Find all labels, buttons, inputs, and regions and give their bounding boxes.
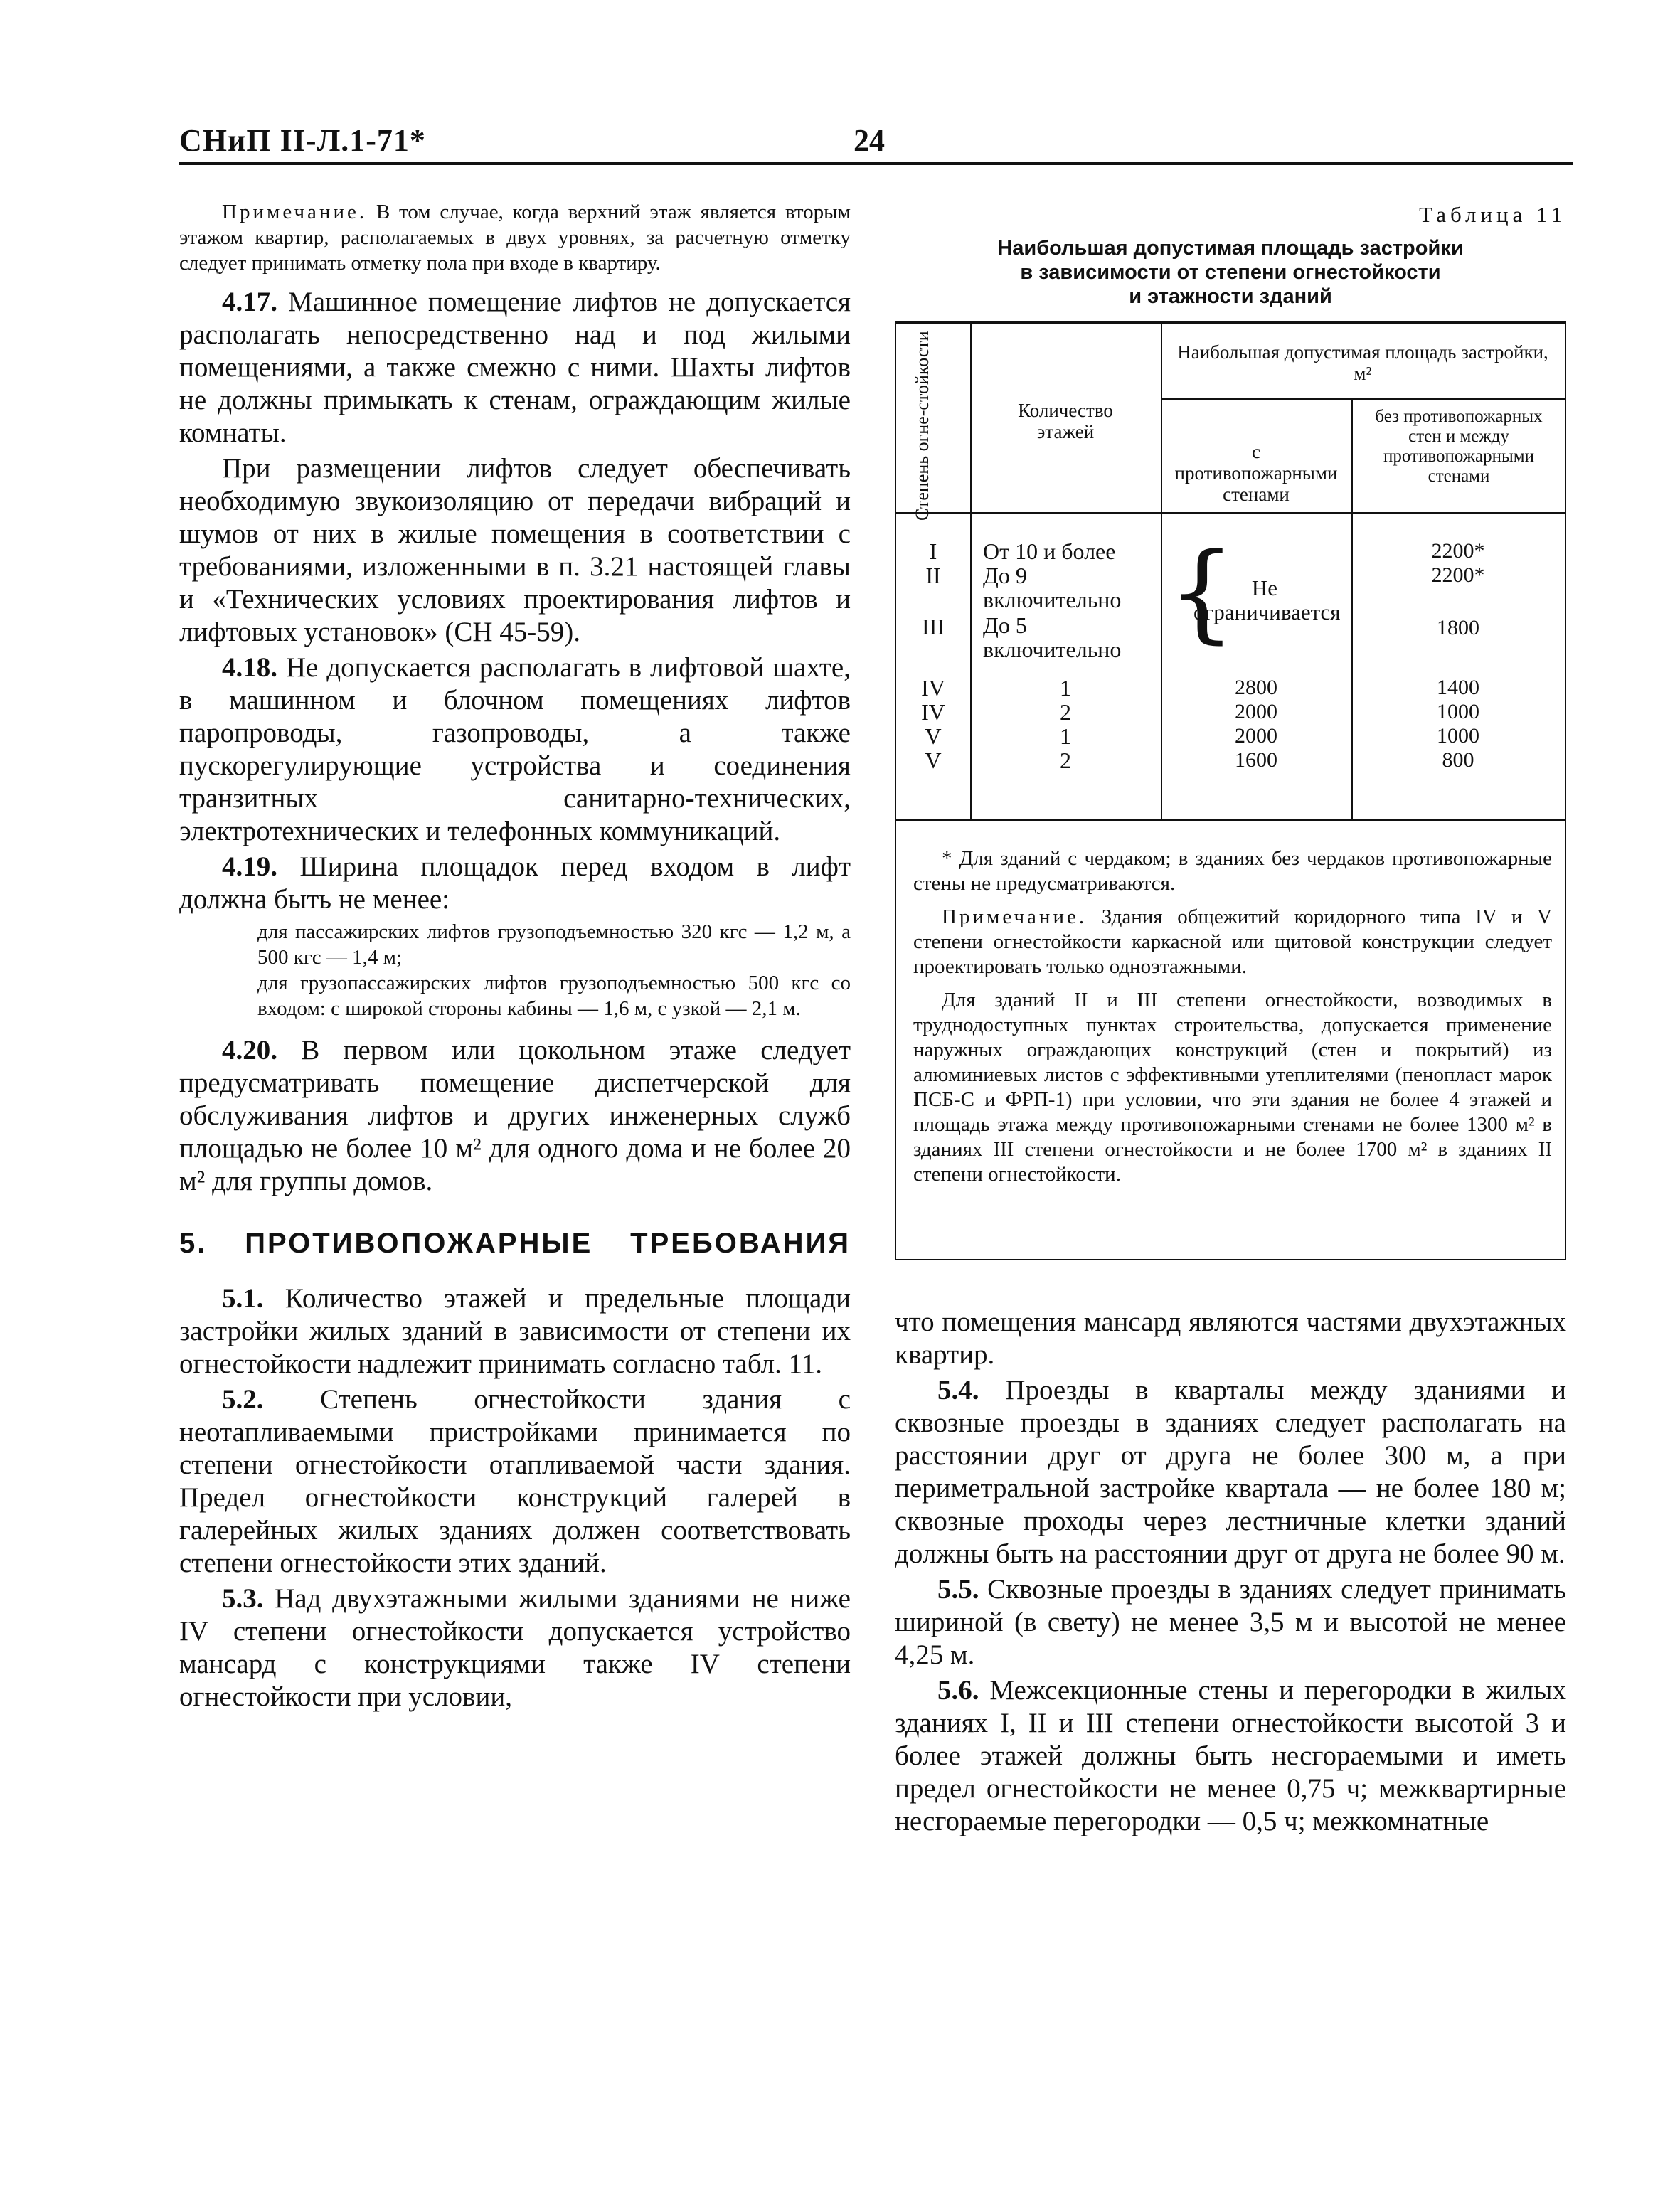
table-title-line: Наибольшая допустимая площадь застройки — [997, 237, 1464, 260]
degree-cell: III — [922, 614, 945, 639]
paragraph-text: Над двухэтажными жилыми зданиями не ниже IV степени огнестойкости допускается устройство мансард с конструкциями также IV степени огнестойкости при условии, — [179, 1583, 851, 1712]
brace-glyph: { — [1168, 531, 1236, 654]
paragraph-4-20 — [179, 1034, 851, 1198]
paragraph-text: Проезды в кварталы между зданиями и сквозные проезды в зданиях следует располагать на расстоянии друг от друга не более 300 м, а при периметральной застройке квартала — не более 180 м; сквозные проходы через лестничные клетки зданий должны быть на расстоянии друг от друга не более 90 м. — [895, 1375, 1566, 1569]
paragraph-4-17-cont: При размещении лифтов следует обеспечивать необходимую звукоизоляцию от передачи вибраций и шумов от них в жилые помещения в соответствии с требованиями, изложенными в п. 3.21 настоящей главы и «Технических условиях проектирования лифтов и лифтовых установок» (СН 45-59). — [179, 453, 851, 647]
paragraph-5-2 — [179, 1383, 851, 1580]
degree-cell: IV — [921, 675, 945, 701]
without-walls-cell: 1800 — [1437, 616, 1479, 639]
section-title: 5. ПРОТИВОПОЖАРНЫЕ ТРЕБОВАНИЯ — [179, 1228, 851, 1259]
header-rule — [179, 162, 1573, 165]
table-note-2: Для зданий II и III степени огнестойкости, возводимых в труднодоступных пунктах строительства, допускается применение наружных ограждающих конструкций (стен и покрытий) из алюминиевых листов с эффективными утеплителями (пенопласт марок ПСБ-С и ФРП-1) при условии, что эти здания не более 4 этажей и площадь этажа между противопожарными стенами не более 1300 м² в зданиях III степени огнестойкости и не более 1700 м² в зданиях II степени огнестойкости. — [913, 989, 1552, 1186]
paragraph-5-4 — [895, 1374, 1566, 1570]
paragraph-number: 5.4. — [937, 1375, 979, 1405]
paragraph-5-6 — [895, 1674, 1566, 1838]
table-title — [895, 236, 1566, 309]
floors-cell: До 5 включительно — [983, 612, 1122, 662]
paragraph-text: Не допускается располагать в лифтовой шахте, в машинном и блочном помещениях лифтов паропроводы, газопроводы, а также пускорегулирующие устройства и соединения транзитных санитарно-технических, электротехнических и телефонных коммуникаций. — [179, 652, 851, 846]
with-walls-cell: 2000 — [1235, 700, 1277, 723]
floors-cell: 1 — [1060, 675, 1071, 701]
paragraph-number: 4.20. — [222, 1035, 277, 1065]
degree-cell: IV — [921, 699, 945, 725]
col-header-without-walls: без противопожарных стен и между противопожарными стенами — [1375, 407, 1543, 486]
floors-cell: 2 — [1060, 748, 1071, 773]
without-walls-cell: 2200* — [1431, 563, 1485, 587]
floors-cell: До 9 включительно — [983, 563, 1122, 612]
note-text: В том случае, когда верхний этаж является вторым этажом квартир, располагаемых в двух уровнях, за расчетную отметку следует принимать отметку пола при входе в квартиру. — [179, 201, 851, 275]
degree-cell: II — [925, 563, 941, 588]
col-header-floors: Количество этажей — [1018, 400, 1113, 442]
page-header — [179, 122, 1573, 165]
paragraph-5-3 — [179, 1583, 851, 1713]
paragraph-number: 4.18. — [222, 652, 277, 683]
degree-cell: V — [925, 748, 942, 773]
paragraph-number: 5.6. — [937, 1675, 979, 1706]
document-code: СНиП II-Л.1-71* — [179, 123, 426, 158]
paragraph-text: В первом или цокольном этаже следует предусматривать помещение диспетчерской для обслуживания лифтов и других инженерных служб площадью не более 10 м² для одного дома и не более 20 м² для группы домов. — [179, 1035, 851, 1196]
degree-cell: V — [925, 723, 942, 749]
note-text: Здания общежитий коридорного типа IV и V степени огнестойкости каркасной или щитовой конструкции следует проектировать только одноэтажными. — [913, 905, 1552, 978]
col-header-area: Наибольшая допустимая площадь застройки, м² — [1177, 341, 1548, 384]
col-header-degree: Степень огне-стойкости — [912, 331, 932, 521]
note-paragraph — [179, 199, 851, 276]
table-notes — [913, 846, 1552, 1196]
col-header-with-walls: с противопожарными стенами — [1174, 441, 1338, 505]
paragraph-text: Машинное помещение лифтов не допускается располагать непосредственно над и под жилыми помещениями, а также смежно с ними. Шахты лифтов не должны примыкать к стенам, ограждающим жилые комнаты. — [179, 287, 851, 448]
paragraph-text: Сквозные проезды в зданиях следует принимать шириной (в свету) не менее 3,5 м и высотой не менее 4,25 м. — [895, 1574, 1566, 1670]
without-walls-cell: 1000 — [1437, 700, 1479, 723]
paragraph-4-19 — [179, 851, 851, 916]
paragraph-text: Ширина площадок перед входом в лифт должна быть не менее: — [179, 851, 851, 915]
paragraph-number: 4.19. — [222, 851, 277, 882]
table-divider — [896, 819, 1565, 821]
note-label: Примечание. — [942, 905, 1088, 928]
table-title-line: в зависимости от степени огнестойкости — [1020, 261, 1441, 284]
without-walls-cell: 800 — [1442, 748, 1474, 772]
with-walls-cell: 2000 — [1235, 724, 1277, 748]
list-item: для грузопассажирских лифтов грузоподъемностью 500 кгс со входом: с широкой стороны кабины — 1,6 м, с узкой — 2,1 м. — [257, 972, 851, 1020]
unlimited-cell: Не ограничивается — [1193, 575, 1341, 624]
left-column — [179, 199, 851, 1716]
without-walls-cell: 1000 — [1437, 724, 1479, 748]
floors-cell: 1 — [1060, 723, 1071, 749]
paragraph-5-1 — [179, 1282, 851, 1381]
paragraph-text: Степень огнестойкости здания с неотапливаемыми пристройками принимается по степени огнестойкости отапливаемой части здания. Предел огнестойкости конструкций галерей в галерейных жилых зданиях должен соответствовать степени огнестойкости этих зданий. — [179, 1384, 851, 1578]
table-note — [913, 905, 1552, 979]
paragraph-text: Количество этажей и предельные площади застройки жилых зданий в зависимости от степени их огнестойкости надлежит принимать согласно табл. 11. — [179, 1283, 851, 1379]
paragraph-number: 5.1. — [222, 1283, 264, 1314]
without-walls-cell: 1400 — [1437, 676, 1479, 699]
table-title-line: и этажности зданий — [1129, 285, 1332, 308]
note-label: Примечание. — [222, 201, 368, 223]
table-divider — [896, 512, 1565, 514]
table-label: Таблица 11 — [1419, 202, 1566, 227]
paragraph-4-17 — [179, 286, 851, 450]
paragraph-5-5 — [895, 1573, 1566, 1671]
with-walls-cell: 2800 — [1235, 676, 1277, 699]
right-column — [895, 1306, 1566, 1841]
table-divider — [1161, 398, 1565, 400]
table-footnote: * Для зданий с чердаком; в зданиях без чердаков противопожарные стены не предусматриваются. — [913, 847, 1552, 895]
without-walls-cell: 2200* — [1431, 539, 1485, 563]
lift-landing-list — [179, 919, 851, 1021]
paragraph-4-18 — [179, 652, 851, 848]
list-item: для пассажирских лифтов грузоподъемностью 320 кгс — 1,2 м, а 500 кгс — 1,4 м; — [257, 920, 851, 969]
floors-cell: 2 — [1060, 699, 1071, 725]
paragraph-number: 5.2. — [222, 1384, 264, 1415]
paragraph-number: 4.17. — [222, 287, 277, 317]
paragraph-text: Межсекционные стены и перегородки в жилых зданиях I, II и III степени огнестойкости высотой 3 и более этажей должны быть несгораемыми и иметь предел огнестойкости не менее 0,75 ч; межквартирные несгораемые перегородки — 0,5 ч; межкомнатные — [895, 1675, 1566, 1836]
paragraph-number: 5.3. — [222, 1583, 264, 1614]
paragraph-5-3-cont: что помещения мансард являются частями двухэтажных квартир. — [895, 1307, 1566, 1370]
degree-cell: I — [929, 538, 937, 564]
page-number: 24 — [854, 123, 885, 158]
floors-cell: От 10 и более — [983, 538, 1116, 564]
with-walls-cell: 1600 — [1235, 748, 1277, 772]
paragraph-number: 5.5. — [937, 1574, 979, 1605]
